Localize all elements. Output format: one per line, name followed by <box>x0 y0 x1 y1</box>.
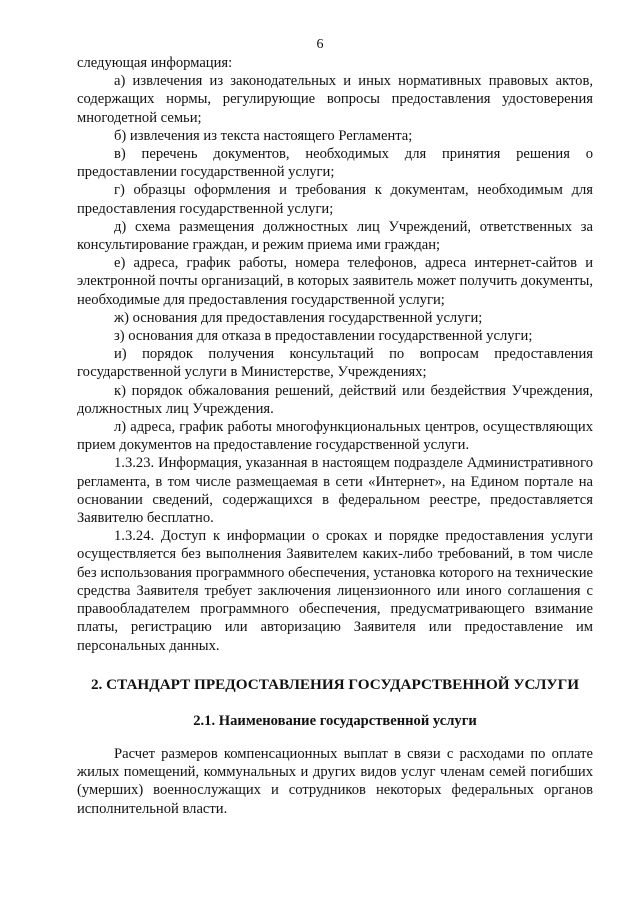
clause-1-3-23: 1.3.23. Информация, указанная в настоящем подразделе Административного регламента, в том числе размещаемая в сети «Интернет», на Едином портале на основании сведений, содержащихся в федеральном реестре, предоставляется Заявителю бесплатно. <box>77 455 593 527</box>
document-text-block <box>77 54 593 655</box>
subsection-heading: 2.1. Наименование государственной услуги <box>193 713 477 729</box>
page-number: 6 <box>316 37 324 52</box>
list-item-b: б) извлечения из текста настоящего Регламента; <box>114 127 413 144</box>
list-item-i: и) порядок получения консультаций по вопросам предоставления государственной услуги в Министерстве, Учреждениях; <box>77 346 593 381</box>
list-item-k: к) порядок обжалования решений, действий или бездействия Учреждения, должностных лиц Учреждения. <box>77 382 593 417</box>
clause-1-3-24: 1.3.24. Доступ к информации о сроках и порядке предоставления услуги осуществляется без выполнения Заявителем каких-либо требований, в том числе без использования программного обеспечения, установка которого на технические средства Заявителя требует заключения лицензионного или иного соглашения с правообладателем программного обеспечения, предусматривающего взимание платы, регистрацию или авторизацию Заявителя или предоставление им персональных данных. <box>77 528 593 654</box>
list-item-a: а) извлечения из законодательных и иных нормативных правовых актов, содержащих нормы, регулирующие вопросы предоставления удостоверения многодетной семьи; <box>77 73 593 126</box>
list-item-z: з) основания для отказа в предоставлении государственной услуги; <box>114 328 533 345</box>
list-item-g: г) образцы оформления и требования к документам, необходимым для предоставления государственной услуги; <box>77 182 593 217</box>
list-item-v: в) перечень документов, необходимых для принятия решения о предоставлении государственной услуги; <box>77 146 593 181</box>
list-item-zh: ж) основания для предоставления государственной услуги; <box>114 309 483 326</box>
list-item-d: д) схема размещения должностных лиц Учреждений, ответственных за консультирование граждан, и режим приема ими граждан; <box>77 218 593 254</box>
section-body-paragraph: Расчет размеров компенсационных выплат в связи с расходами по оплате жилых помещений, коммунальных и других видов услуг членам семей погибших (умерших) военнослужащих и сотрудников некоторых федеральных органов исполнительной власти. <box>77 746 593 817</box>
section-heading: 2. СТАНДАРТ ПРЕДОСТАВЛЕНИЯ ГОСУДАРСТВЕННОЙ УСЛУГИ <box>90 676 580 693</box>
list-item-l: л) адреса, график работы многофункциональных центров, осуществляющих прием документов на предоставление государственной услуги. <box>77 419 593 454</box>
list-item-e: е) адреса, график работы, номера телефонов, адреса интернет-сайтов и электронной почты организаций, в которых заявитель может получить документы, необходимые для предоставления государственной услуги; <box>77 255 593 308</box>
paragraph-intro: следующая информация: <box>77 55 233 71</box>
